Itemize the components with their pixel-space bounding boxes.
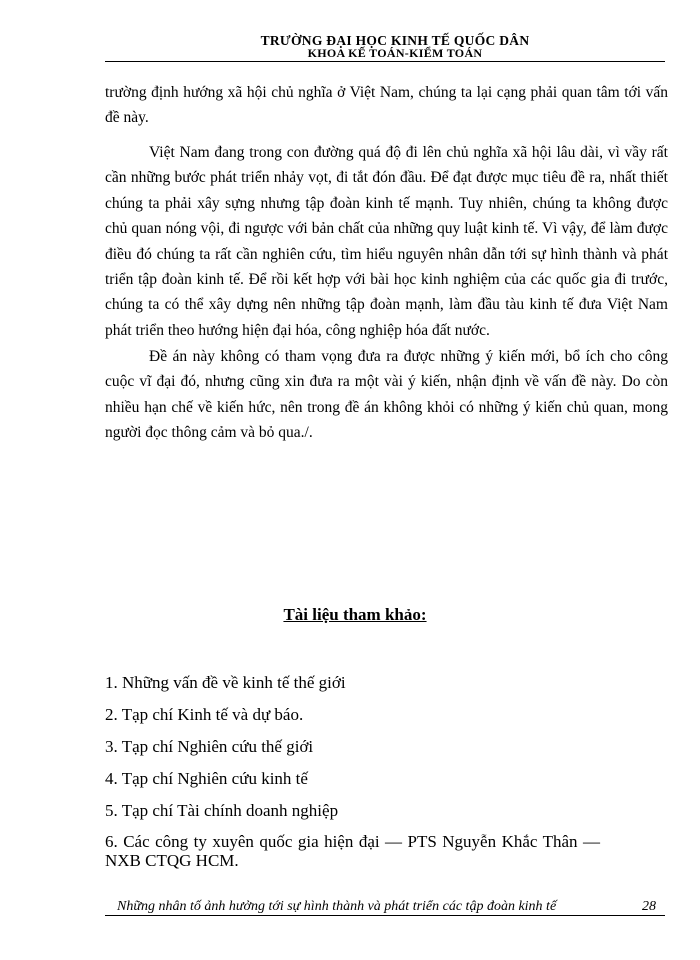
- paragraph-text: trường định hướng xã hội chủ nghĩa ở Việt Nam, chúng ta lại cạng phải quan tâm tới vấn đề này.: [105, 84, 668, 127]
- body-paragraph-2: [105, 140, 668, 343]
- page-footer: [105, 899, 665, 919]
- university-name: TRƯỜNG ĐẠI HỌC KINH TẾ QUỐC DÂN: [260, 33, 530, 48]
- page-number: 28: [642, 899, 656, 914]
- footer-title: Những nhân tố ảnh hưởng tới sự hình thành và phát triển các tập đoàn kinh tế: [117, 899, 557, 914]
- body-paragraph-1: [105, 80, 668, 131]
- paragraph-text: Đề án này không có tham vọng đưa ra được những ý kiến mới, bổ ích cho công cuộc vĩ đại đó, nhưng cũng xin đưa ra một vài ý kiến, nhận định về vấn đề này. Do còn nhiều hạn chế về kiến hức, nên trong đề án không khỏi có những ý kiến chủ quan, mong người đọc thông cảm và bỏ qua./.: [105, 348, 668, 442]
- faculty-name: KHOA KẾ TOÁN-KIỂM TOÁN: [307, 46, 483, 60]
- footer-divider: [105, 915, 665, 916]
- reference-item: 4. Tạp chí Nghiên cứu kinh tế: [105, 769, 308, 788]
- paragraph-text: Việt Nam đang trong con đường quá độ đi lên chủ nghĩa xã hội lâu dài, vì vầy rất cần những bước phát triển nhảy vọt, đi tắt đón đầu. Để đạt được mục tiêu đề ra, nhất thiết chúng ta phải xây sựng nhưng tập đoàn kinh tế mạnh. Tuy nhiên, chúng ta không được chủ quan nóng vội, đi ngược với bản chất của những quy luật kinh tế. Vì vậy, để làm được điều đó chúng ta rất cần nghiên cứu, tìm hiểu nguyên nhân dẫn tới sự hình thành và phát triển tập đoàn kinh tế. Để rồi kết hợp với bài học kinh nghiệm của các quốc gia đi trước, chúng ta có thể xây dựng nên những tập đoàn mạnh, làm đầu tàu kinh tế đưa Việt Nam phát triển theo hướng hiện đại hóa, công nghiệp hóa đất nước.: [105, 144, 668, 339]
- references-title: Tài liệu tham khảo:: [283, 605, 427, 624]
- header-divider: [105, 61, 665, 62]
- reference-item: 2. Tạp chí Kinh tế và dự báo.: [105, 705, 304, 724]
- reference-item: 3. Tạp chí Nghiên cứu thế giới: [105, 737, 314, 756]
- reference-item: 1. Những vấn đề về kinh tế thế giới: [105, 673, 346, 692]
- page-header: [105, 34, 665, 59]
- body-paragraph-3: [105, 344, 668, 446]
- reference-item: 6. Các công ty xuyên quốc gia hiện đại — PTS Nguyễn Khắc Thân — NXB CTQG HCM.: [105, 832, 600, 870]
- reference-item: 5. Tạp chí Tài chính doanh nghiệp: [105, 801, 339, 820]
